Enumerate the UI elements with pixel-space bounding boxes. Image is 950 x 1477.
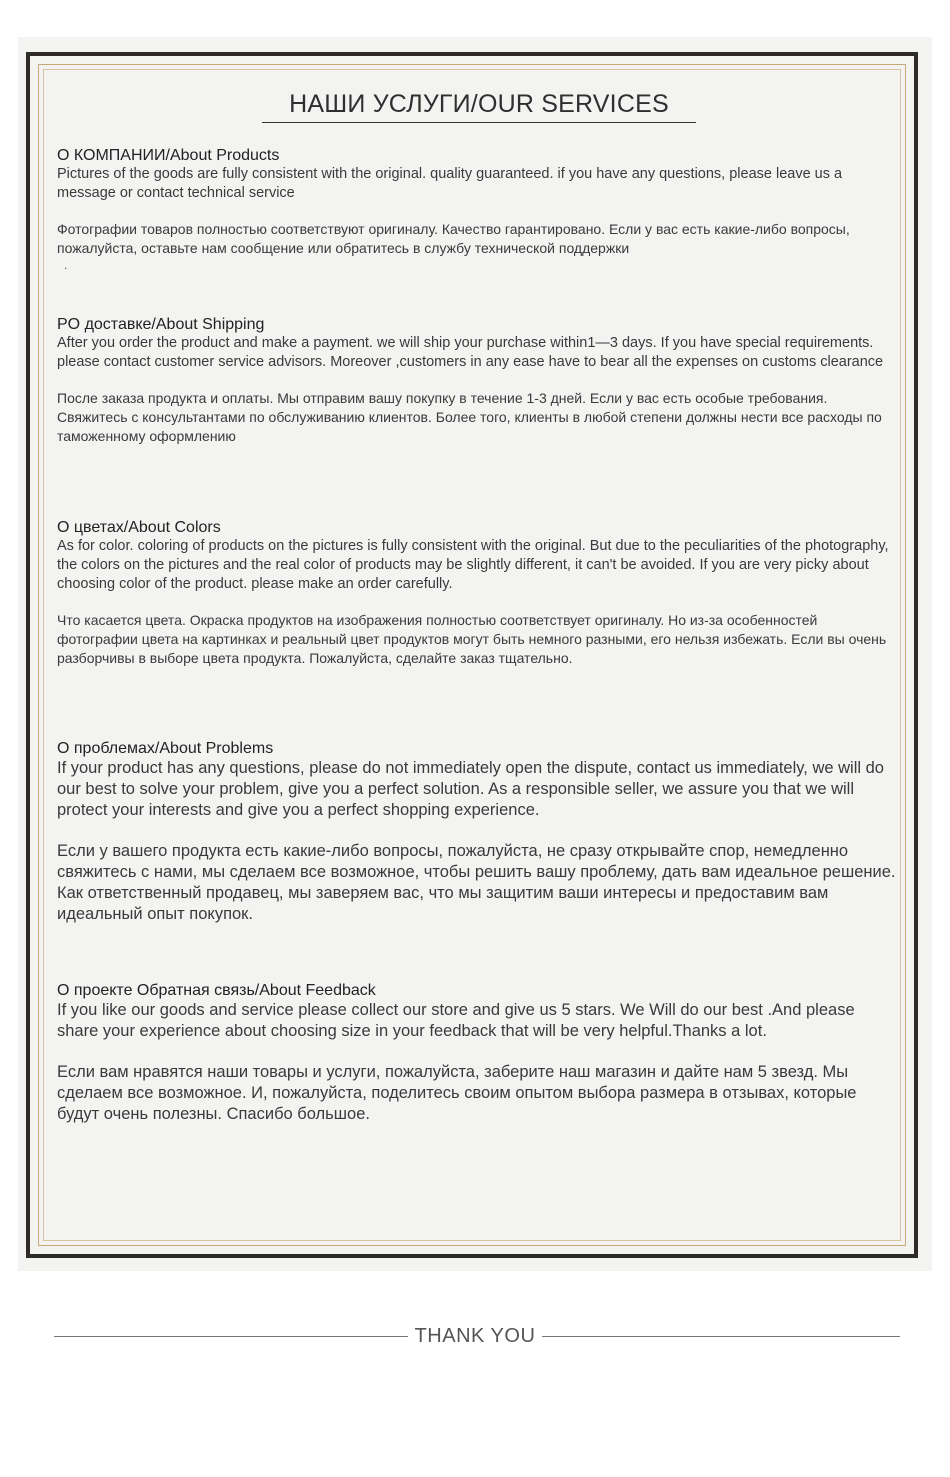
section-text-en: After you order the product and make a payment. we will ship your purchase within1—3 days. If you have special requirements. please contact customer service advisors. Moreover ,customers in any ease have to bear all the expenses on customs clearance — [57, 335, 884, 370]
divider-right — [542, 1336, 900, 1337]
section-heading: О КОМПАНИИ/About Products — [57, 147, 280, 164]
page-title: НАШИ УСЛУГИ/OUR SERVICES — [289, 90, 669, 118]
section-text-en: As for color. coloring of products on the pictures is fully consistent with the original. But due to the peculiarities of the photography, the colors on the pictures and the real color of products may be slightly different, it can't be avoided. If you are very picky about choosing color of the product. please make an order carefully. — [57, 538, 889, 592]
section-text-ru: Фотографии товаров полностью соответствуют оригиналу. Качество гарантировано. Если у вас есть какие-либо вопросы, пожалуйста, оставьте нам сообщение или обратитесь в службу технической поддержки — [57, 221, 850, 256]
title-underline — [262, 122, 696, 123]
section-about-problems — [57, 739, 897, 925]
section-heading: PO доставке/About Shipping — [57, 316, 265, 333]
section-heading: О проблемах/About Problems — [57, 740, 274, 757]
thank-you-footer — [54, 1322, 900, 1352]
section-text-ru: После заказа продукта и оплаты. Мы отправим вашу покупку в течение 1-3 дней. Если у вас есть особые требования. Свяжитесь с консультантами по обслуживанию клиентов. Более того, клиенты в любой степени должны нести все расходы по таможенному оформлению — [57, 390, 882, 444]
section-about-products — [57, 146, 897, 258]
section-text-en: Pictures of the goods are fully consistent with the original. quality guaranteed. if you have any questions, please leave us a message or contact technical service — [57, 166, 843, 201]
section-text-ru: Что касается цвета. Окраска продуктов на изображения полностью соответствует оригиналу. Но из-за особенностей фотографии цвета на картинках и реальный цвет продуктов могут быть немного разными, его нельзя избежать. Если вы очень разборчивы в выборе цвета продукта. Пожалуйста, сделайте заказ тщательно. — [57, 612, 887, 666]
stray-dot: . — [64, 258, 68, 272]
section-text-ru: Если вам нравятся наши товары и услуги, пожалуйста, заберите наш магазин и дайте нам 5 звезд. Мы сделаем все возможное. И, пожалуйста, поделитесь своим опытом выбора размера в отзывах, которые будут очень полезны. Спасибо большое. — [57, 1063, 857, 1123]
section-heading: О цветах/About Colors — [57, 519, 221, 536]
section-about-shipping — [57, 315, 897, 446]
section-text-ru: Если у вашего продукта есть какие-либо вопросы, пожалуйста, не сразу открывайте спор, немедленно свяжитесь с нами, мы сделаем все возможное, чтобы решить вашу проблему, дать вам идеальное решение. Как ответственный продавец, мы заверяем вас, что мы защитим ваши интересы и предоставим вам идеальный опыт покупок. — [57, 842, 896, 923]
section-text-en: If your product has any questions, please do not immediately open the dispute, contact us immediately, we will do our best to solve your problem, give you a perfect solution. As a responsible seller, we assure you that we will protect your interests and give you a perfect shopping experience. — [57, 759, 884, 819]
section-heading: О проекте Обратная связь/About Feedback — [57, 982, 376, 999]
section-about-colors — [57, 518, 897, 668]
section-about-feedback — [57, 981, 897, 1125]
section-text-en: If you like our goods and service please collect our store and give us 5 stars. We Will do our best .And please share your experience about choosing size in your feedback that will be very helpful.Thanks a lot. — [57, 1001, 855, 1040]
divider-left — [54, 1336, 408, 1337]
thank-you-text: THANK YOU — [414, 1325, 536, 1347]
